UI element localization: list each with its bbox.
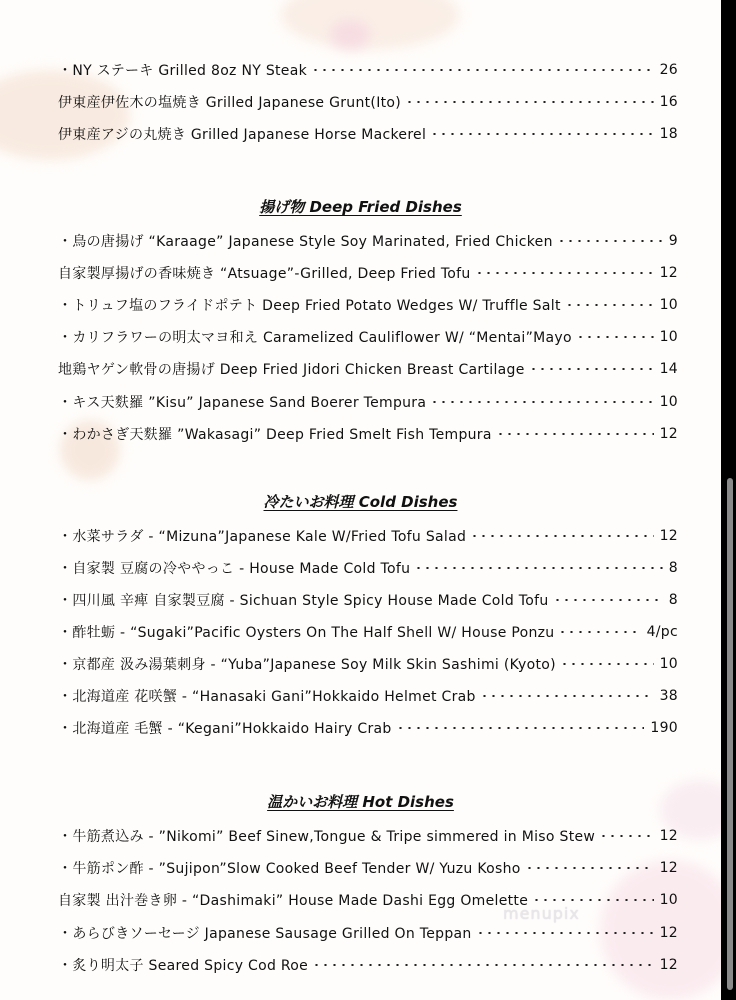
item-price: 10 xyxy=(659,394,678,410)
item-name: NY ステーキ Grilled 8oz NY Steak xyxy=(72,63,308,79)
menu-item: ・ 自家製 豆腐の冷ややっこ - House Made Cold Tofu 8 xyxy=(58,560,678,577)
dot-leader xyxy=(430,401,653,403)
item-name: トリュフ塩のフライドポテト Deep Fried Potato Wedges W/ Truffle Salt xyxy=(72,298,561,314)
item-price: 10 xyxy=(659,329,678,345)
section-heading-hot: 温かいお料理 Hot Dishes xyxy=(267,793,454,811)
item-name: 酢牡蛎 - “Sugaki”Pacific Oysters On The Half Shell W/ House Ponzu xyxy=(72,625,555,641)
dot-leader xyxy=(576,336,654,338)
dot-leader xyxy=(405,101,654,103)
item-name: 炙り明太子 Seared Spicy Cod Roe xyxy=(72,958,309,974)
menu-item: ・ カリフラワーの明太マヨ和え Caramelized Cauliflower W/ “Mentai”Mayo 10 xyxy=(58,329,678,346)
item-price: 12 xyxy=(659,925,678,941)
item-price: 10 xyxy=(659,892,678,908)
menu-item: ・ 牛筋煮込み - ”Nikomi” Beef Sinew,Tongue & Tripe simmered in Miso Stew 12 xyxy=(58,828,678,845)
dot-leader xyxy=(430,133,653,135)
item-price: 12 xyxy=(659,828,678,844)
item-name: 京都産 汲み湯葉刺身 - “Yuba”Japanese Soy Milk Skin Sashimi (Kyoto) xyxy=(72,657,556,673)
dot-leader xyxy=(532,899,653,901)
item-price: 12 xyxy=(659,426,678,442)
dot-leader xyxy=(311,69,654,71)
dot-leader xyxy=(553,599,663,601)
item-name: わかさぎ天麩羅 ”Wakasagi” Deep Fried Smelt Fish Tempura xyxy=(72,427,492,443)
item-price: 14 xyxy=(659,361,678,377)
item-name: 北海道産 毛蟹 - “Kegani”Hokkaido Hairy Crab xyxy=(72,721,392,737)
menu-item: ・ 牛筋ポン酢 - ”Sujipon”Slow Cooked Beef Tender W/ Yuzu Kosho 12 xyxy=(58,860,678,877)
item-price: 8 xyxy=(668,560,678,576)
menu-item: ・ 鳥の唐揚げ “Karaage” Japanese Style Soy Marinated, Fried Chicken 9 xyxy=(58,233,678,250)
dot-leader xyxy=(414,567,663,569)
dot-leader xyxy=(529,368,654,370)
menu-item xyxy=(58,122,678,146)
sakura-decoration xyxy=(0,70,130,160)
dot-leader xyxy=(396,727,645,729)
item-price: 16 xyxy=(659,94,678,110)
sakura-decoration xyxy=(280,0,460,50)
menu-item: ・ 北海道産 毛蟹 - “Kegani”Hokkaido Hairy Crab 190 xyxy=(58,720,678,737)
item-name: カリフラワーの明太マヨ和え Caramelized Cauliflower W/ “Mentai”Mayo xyxy=(72,330,572,346)
menu-item: ・ 京都産 汲み湯葉刺身 - “Yuba”Japanese Soy Milk Skin Sashimi (Kyoto) 10 xyxy=(58,656,678,673)
item-name: あらびきソーセージ Japanese Sausage Grilled On Teppan xyxy=(72,926,472,942)
menu-item: ・ わかさぎ天麩羅 ”Wakasagi” Deep Fried Smelt Fish Tempura 12 xyxy=(58,426,678,443)
dot-leader xyxy=(476,932,654,934)
dot-leader xyxy=(599,835,653,837)
dot-leader xyxy=(565,304,654,306)
item-name: 牛筋ポン酢 - ”Sujipon”Slow Cooked Beef Tender W/ Yuzu Kosho xyxy=(72,861,521,877)
item-name: 自家製厚揚げの香味焼き “Atsuage”-Grilled, Deep Fried Tofu xyxy=(58,266,471,282)
scrollbar[interactable] xyxy=(727,478,733,990)
menu-item: ・ あらびきソーセージ Japanese Sausage Grilled On Teppan 12 xyxy=(58,925,678,942)
menu-item: ・ 水菜サラダ - “Mizuna”Japanese Kale W/Fried Tofu Salad 12 xyxy=(58,528,678,545)
dot-leader xyxy=(480,695,654,697)
section-heading-cold: 冷たいお料理 Cold Dishes xyxy=(263,493,458,511)
item-name: 地鶏ヤゲン軟骨の唐揚げ Deep Fried Jidori Chicken Breast Cartilage xyxy=(58,362,525,378)
item-price: 4/pc xyxy=(646,624,678,640)
item-name: 伊東産アジの丸焼き Grilled Japanese Horse Mackerel xyxy=(58,127,427,143)
item-price: 38 xyxy=(659,688,678,704)
menu-item: ・ 北海道産 花咲蟹 - “Hanasaki Gani”Hokkaido Helmet Crab 38 xyxy=(58,688,678,705)
menu-item: ・ 炙り明太子 Seared Spicy Cod Roe 12 xyxy=(58,957,678,974)
menu-item xyxy=(58,357,678,381)
item-name: 自家製 出汁巻き卵 - “Dashimaki” House Made Dashi Egg Omelette xyxy=(58,893,529,909)
dot-leader xyxy=(525,867,654,869)
menu-item xyxy=(58,90,678,114)
dot-leader xyxy=(558,631,640,633)
item-price: 12 xyxy=(659,957,678,973)
dot-leader xyxy=(496,433,654,435)
item-price: 26 xyxy=(659,62,678,78)
item-price: 190 xyxy=(650,720,678,736)
item-price: 10 xyxy=(659,656,678,672)
item-price: 12 xyxy=(659,860,678,876)
item-name: 四川風 辛痺 自家製豆腐 - Sichuan Style Spicy House Made Cold Tofu xyxy=(72,593,549,609)
item-price: 10 xyxy=(659,297,678,313)
item-price: 8 xyxy=(668,592,678,608)
watermark: menupix xyxy=(503,904,580,923)
item-name: 伊東産伊佐木の塩焼き Grilled Japanese Grunt(Ito) xyxy=(58,95,402,111)
dot-leader xyxy=(475,272,654,274)
menu-item: ・ NY ステーキ Grilled 8oz NY Steak 26 xyxy=(58,62,678,79)
item-name: キス天麩羅 ”Kisu” Japanese Sand Boerer Tempura xyxy=(72,395,427,411)
item-price: 12 xyxy=(659,265,678,281)
dot-leader xyxy=(470,535,653,537)
dot-leader xyxy=(560,663,654,665)
menu-item: ・ 四川風 辛痺 自家製豆腐 - Sichuan Style Spicy House Made Cold Tofu 8 xyxy=(58,592,678,609)
item-price: 12 xyxy=(659,528,678,544)
menu-item xyxy=(58,888,678,912)
dot-leader xyxy=(312,964,653,966)
item-name: 鳥の唐揚げ “Karaage” Japanese Style Soy Marinated, Fried Chicken xyxy=(72,234,553,250)
item-name: 牛筋煮込み - ”Nikomi” Beef Sinew,Tongue & Tripe simmered in Miso Stew xyxy=(72,829,596,845)
item-name: 北海道産 花咲蟹 - “Hanasaki Gani”Hokkaido Helmet Crab xyxy=(72,689,476,705)
item-name: 水菜サラダ - “Mizuna”Japanese Kale W/Fried Tofu Salad xyxy=(72,529,467,545)
item-price: 18 xyxy=(659,126,678,142)
menu-item: ・ トリュフ塩のフライドポテト Deep Fried Potato Wedges W/ Truffle Salt 10 xyxy=(58,297,678,314)
dot-leader xyxy=(557,240,663,242)
item-price: 9 xyxy=(668,233,678,249)
menu-item: ・ 酢牡蛎 - “Sugaki”Pacific Oysters On The Half Shell W/ House Ponzu 4/pc xyxy=(58,624,678,641)
menu-item: ・ キス天麩羅 ”Kisu” Japanese Sand Boerer Tempura 10 xyxy=(58,394,678,411)
sakura-decoration xyxy=(330,20,370,50)
item-name: 自家製 豆腐の冷ややっこ - House Made Cold Tofu xyxy=(72,561,411,577)
section-heading-deep-fried: 揚げ物 Deep Fried Dishes xyxy=(259,198,462,216)
menu-item xyxy=(58,261,678,285)
